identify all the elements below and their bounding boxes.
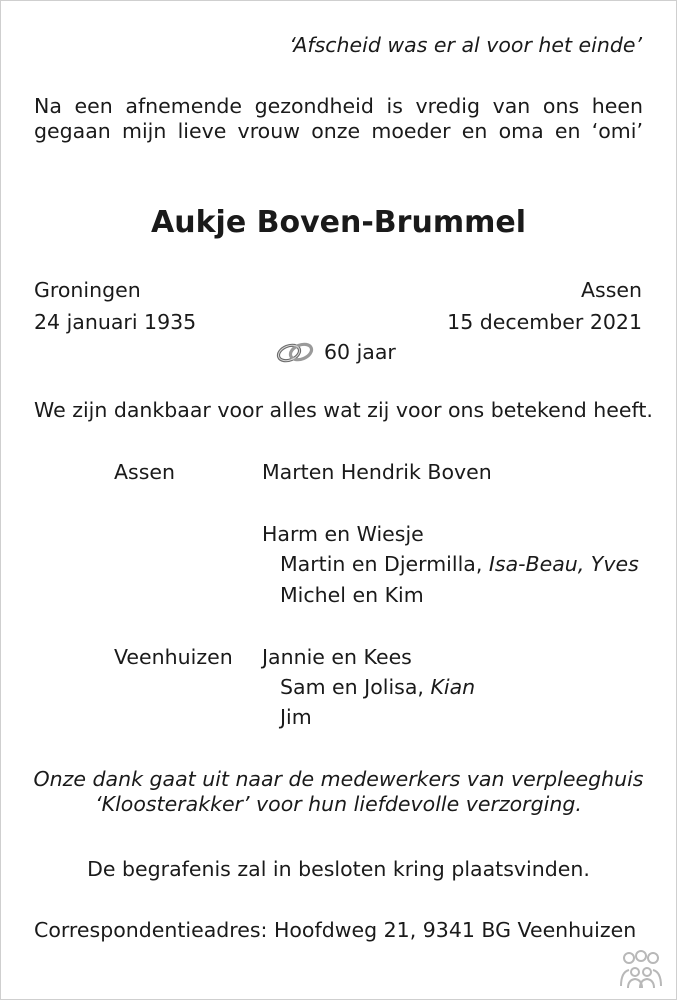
death-place: Assen — [581, 278, 642, 302]
funeral-notice: De begrafenis zal in besloten kring plaatsvinden. — [87, 857, 590, 881]
correspondence-address: Correspondentieadres: Hoofdweg 21, 9341 BG Veenhuizen — [34, 918, 637, 942]
closing-line-2: ‘Kloosterakker’ voor hun liefdevolle verzorging. — [95, 791, 582, 816]
grandchild-3-kids: Kian — [430, 675, 476, 699]
family-people-icon — [617, 950, 665, 990]
family-place-veenhuizen: Veenhuizen — [114, 645, 233, 669]
deceased-name: Aukje Boven-Brummel — [151, 205, 526, 240]
birth-place: Groningen — [34, 278, 141, 302]
family-husband: Marten Hendrik Boven — [262, 460, 492, 484]
thanks-text: We zijn dankbaar voor alles wat zij voor ons betekend heeft. — [34, 398, 653, 422]
motto: ‘Afscheid was er al voor het einde’ — [289, 33, 642, 57]
closing-thanks — [0, 767, 677, 816]
family-child-2: Jannie en Kees — [262, 645, 412, 669]
grandchild-3-name: Sam en Jolisa, — [280, 675, 431, 699]
intro-text — [34, 94, 643, 143]
wedding-rings-icon — [274, 339, 318, 365]
closing-line-1: Onze dank gaat uit naar de medewerkers van verpleeghuis — [33, 767, 644, 791]
family-place-assen: Assen — [114, 460, 175, 484]
marriage-years: 60 jaar — [324, 339, 396, 364]
marriage-duration — [274, 339, 396, 365]
family-grandchild-1 — [280, 552, 639, 577]
family-grandchild-4: Jim — [280, 705, 312, 729]
family-grandchild-3 — [280, 675, 475, 700]
death-date: 15 december 2021 — [447, 310, 642, 334]
grandchild-1-name: Martin en Djermilla, — [280, 552, 489, 576]
family-grandchild-2: Michel en Kim — [280, 583, 424, 607]
grandchild-1-kids: Isa-Beau, Yves — [488, 552, 639, 576]
family-child-1: Harm en Wiesje — [262, 522, 424, 546]
birth-date: 24 januari 1935 — [34, 310, 197, 334]
intro-line-2: gegaan mijn lieve vrouw onze moeder en oma en ‘omi’ — [34, 118, 643, 143]
intro-line-1: Na een afnemende gezondheid is vredig van ons heen — [34, 94, 643, 118]
